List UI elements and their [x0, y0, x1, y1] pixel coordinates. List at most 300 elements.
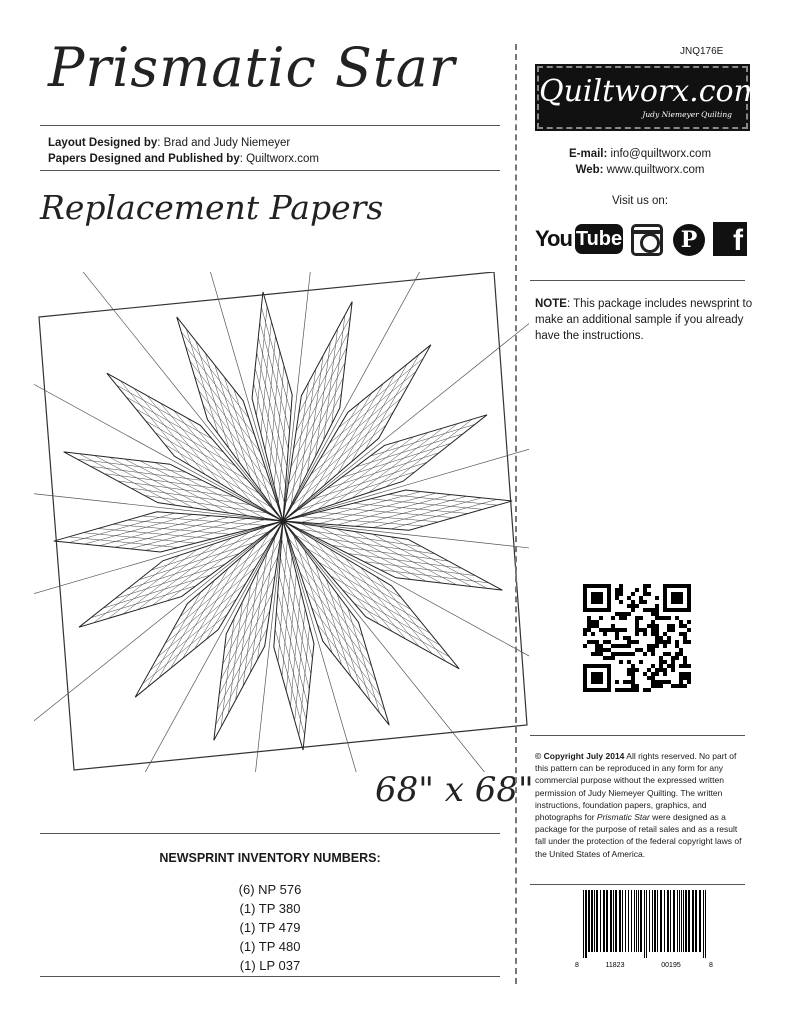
- qr-module: [675, 640, 679, 644]
- qr-module: [675, 644, 679, 648]
- qr-module: [647, 688, 651, 692]
- facebook-icon[interactable]: f: [713, 222, 747, 256]
- qr-module: [611, 656, 615, 660]
- size-divider: [40, 833, 500, 834]
- qr-module: [651, 620, 655, 624]
- inventory-item: (1) LP 037: [239, 958, 301, 973]
- qr-module: [615, 628, 619, 632]
- qr-module: [663, 660, 667, 664]
- qr-module: [639, 648, 643, 652]
- qr-module: [611, 652, 615, 656]
- qr-module: [619, 688, 623, 692]
- qr-module: [627, 688, 631, 692]
- qr-module: [647, 624, 651, 628]
- barcode-bar: [688, 890, 690, 952]
- qr-module: [619, 592, 623, 596]
- barcode-bar: [673, 890, 675, 952]
- qr-module: [683, 624, 687, 628]
- qr-module: [679, 624, 683, 628]
- copyright-italic: Prismatic Star: [596, 812, 650, 823]
- qr-module: [655, 632, 659, 636]
- qr-module: [595, 644, 599, 648]
- youtube-tube-icon[interactable]: Tube: [575, 224, 623, 254]
- barcode-bar: [591, 890, 593, 952]
- qr-module: [623, 688, 627, 692]
- qr-module: [679, 648, 683, 652]
- barcode-bar: [588, 890, 590, 952]
- qr-module: [619, 644, 623, 648]
- qr-module: [671, 684, 675, 688]
- qr-module: [627, 644, 631, 648]
- barcode-bar: [615, 890, 617, 952]
- qr-module: [595, 648, 599, 652]
- qr-module: [631, 668, 635, 672]
- product-code: JNQ176E: [680, 46, 724, 57]
- qr-module: [627, 660, 631, 664]
- qr-module: [615, 632, 619, 636]
- qr-module: [659, 668, 663, 672]
- barcode-bar: [657, 890, 658, 952]
- qr-module: [671, 624, 675, 628]
- qr-module: [659, 640, 663, 644]
- qr-module: [595, 624, 599, 628]
- copyright-text-2: were designed as a package for the purpose of retail sales and as a result fall under the protection of the federal copyright laws of the United States of America.: [535, 812, 742, 859]
- barcode-bar: [622, 890, 623, 952]
- qr-module: [671, 668, 675, 672]
- qr-module: [687, 620, 691, 624]
- package-note: [535, 296, 755, 344]
- logo-sub-text: Judy Niemeyer Quilting: [642, 110, 732, 119]
- qr-module: [643, 588, 647, 592]
- web-line[interactable]: [530, 162, 750, 178]
- qr-module: [619, 584, 623, 588]
- qr-finder-core: [591, 672, 603, 684]
- qr-module: [595, 640, 599, 644]
- qr-module: [599, 628, 603, 632]
- qr-module: [667, 636, 671, 640]
- upc-barcode: [575, 890, 715, 970]
- qr-module: [615, 612, 619, 616]
- qr-module: [631, 680, 635, 684]
- qr-module: [599, 648, 603, 652]
- qr-module: [647, 592, 651, 596]
- qr-module: [647, 608, 651, 612]
- qr-module: [683, 632, 687, 636]
- qr-module: [607, 656, 611, 660]
- qr-module: [679, 632, 683, 636]
- qr-module: [587, 624, 591, 628]
- page-title: Prismatic Star: [48, 36, 456, 99]
- inventory-item: (1) TP 380: [239, 901, 301, 916]
- qr-module: [651, 628, 655, 632]
- qr-module: [655, 680, 659, 684]
- qr-module: [635, 632, 639, 636]
- qr-module: [631, 592, 635, 596]
- barcode-bar: [699, 890, 701, 952]
- barcode-bar: [619, 890, 621, 952]
- qr-module: [687, 680, 691, 684]
- subtitle: Replacement Papers: [40, 188, 384, 227]
- qr-module: [663, 632, 667, 636]
- qr-module: [607, 628, 611, 632]
- bottom-divider: [40, 976, 500, 977]
- qr-module: [635, 588, 639, 592]
- qr-module: [635, 648, 639, 652]
- barcode-bar: [649, 890, 650, 952]
- qr-module: [623, 612, 627, 616]
- qr-module: [687, 664, 691, 668]
- qr-module: [651, 608, 655, 612]
- qr-module: [587, 616, 591, 620]
- papers-credit: [48, 151, 319, 167]
- barcode-bar: [654, 890, 656, 952]
- youtube-icon[interactable]: You: [535, 226, 572, 251]
- barcode-bar: [692, 890, 694, 952]
- qr-module: [619, 600, 623, 604]
- qr-module: [627, 612, 631, 616]
- email-line[interactable]: [530, 146, 750, 162]
- qr-module: [651, 652, 655, 656]
- qr-module: [687, 628, 691, 632]
- qr-module: [679, 620, 683, 624]
- qr-module: [611, 628, 615, 632]
- qr-module: [615, 592, 619, 596]
- quilt-star-diagram: [34, 272, 529, 772]
- qr-module: [595, 652, 599, 656]
- qr-module: [667, 652, 671, 656]
- qr-module: [611, 624, 615, 628]
- qr-module: [627, 636, 631, 640]
- barcode-bar: [705, 890, 706, 958]
- qr-module: [667, 640, 671, 644]
- qr-module: [651, 680, 655, 684]
- qr-module: [631, 604, 635, 608]
- credits: [48, 135, 319, 167]
- qr-module: [607, 640, 611, 644]
- qr-module: [683, 640, 687, 644]
- qr-module: [631, 684, 635, 688]
- qr-module: [659, 636, 663, 640]
- qr-module: [631, 608, 635, 612]
- qr-module: [627, 680, 631, 684]
- qr-module: [603, 656, 607, 660]
- qr-module: [615, 596, 619, 600]
- qr-module: [627, 596, 631, 600]
- barcode-bar: [685, 890, 687, 952]
- qr-module: [663, 668, 667, 672]
- qr-module: [635, 640, 639, 644]
- qr-module: [687, 672, 691, 676]
- qr-module: [655, 628, 659, 632]
- qr-module: [583, 632, 587, 636]
- qr-module: [635, 628, 639, 632]
- qr-module: [663, 616, 667, 620]
- qr-module: [639, 616, 643, 620]
- barcode-bar: [606, 890, 608, 952]
- barcode-bar: [646, 890, 647, 958]
- qr-module: [603, 632, 607, 636]
- qr-module: [627, 604, 631, 608]
- qr-module: [599, 652, 603, 656]
- inventory-heading: NEWSPRINT INVENTORY NUMBERS:: [159, 851, 381, 865]
- qr-module: [651, 684, 655, 688]
- qr-module: [643, 628, 647, 632]
- qr-module: [615, 688, 619, 692]
- qr-module: [647, 644, 651, 648]
- qr-module: [615, 680, 619, 684]
- qr-module: [599, 616, 603, 620]
- qr-module: [687, 640, 691, 644]
- barcode-bar: [667, 890, 669, 952]
- note-text: : This package includes newsprint to make an additional sample if you already have the instructions.: [535, 298, 753, 342]
- qr-module: [679, 664, 683, 668]
- qr-module: [631, 672, 635, 676]
- barcode-bar: [631, 890, 632, 952]
- barcode-bar: [664, 890, 665, 952]
- barcode-bar: [638, 890, 639, 952]
- barcode-bar: [628, 890, 629, 952]
- qr-module: [631, 676, 635, 680]
- qr-module: [683, 684, 687, 688]
- qr-module: [591, 640, 595, 644]
- barcode-bar: [703, 890, 704, 958]
- copyright-notice: [535, 750, 747, 860]
- qr-module: [687, 676, 691, 680]
- barcode-bar: [583, 890, 584, 958]
- barcode-bar: [679, 890, 680, 952]
- qr-finder-core: [671, 592, 683, 604]
- inventory-item: (1) TP 480: [239, 939, 301, 954]
- qr-module: [647, 668, 651, 672]
- barcode-bar: [585, 890, 587, 958]
- qr-module: [611, 644, 615, 648]
- visit-label: Visit us on:: [611, 195, 669, 207]
- qr-module: [679, 684, 683, 688]
- inventory-item: (1) TP 479: [239, 920, 301, 935]
- qr-module: [655, 612, 659, 616]
- qr-module: [671, 664, 675, 668]
- qr-module: [663, 652, 667, 656]
- instagram-icon[interactable]: [631, 224, 663, 256]
- qr-module: [631, 600, 635, 604]
- qr-module: [643, 672, 647, 676]
- quilt-size: 68" x 68": [375, 770, 534, 810]
- qr-module: [619, 660, 623, 664]
- email-label: E-mail:: [568, 148, 608, 160]
- qr-module: [615, 588, 619, 592]
- qr-module: [675, 684, 679, 688]
- qr-module: [667, 624, 671, 628]
- layout-label: Layout Designed by: [48, 137, 158, 149]
- qr-module: [631, 652, 635, 656]
- qr-module: [623, 636, 627, 640]
- qr-module: [591, 632, 595, 636]
- qr-module: [643, 592, 647, 596]
- qr-module: [627, 640, 631, 644]
- qr-module: [587, 620, 591, 624]
- qr-module: [655, 640, 659, 644]
- barcode-bar: [610, 890, 612, 952]
- barcode-bar: [596, 890, 598, 952]
- qr-module: [675, 616, 679, 620]
- qr-module: [655, 604, 659, 608]
- barcode-digits: 8: [709, 962, 713, 969]
- qr-module: [619, 652, 623, 656]
- qr-module: [655, 608, 659, 612]
- qr-module: [679, 652, 683, 656]
- qr-module: [635, 688, 639, 692]
- credits-divider: [40, 170, 500, 171]
- qr-module: [647, 676, 651, 680]
- barcode-bar: [681, 890, 682, 952]
- web-label: Web:: [575, 164, 604, 176]
- qr-module: [627, 668, 631, 672]
- qr-module: [639, 596, 643, 600]
- qr-module: [651, 632, 655, 636]
- barcode-bar: [603, 890, 605, 952]
- qr-module: [615, 636, 619, 640]
- qr-module: [587, 640, 591, 644]
- barcode-bar: [670, 890, 671, 952]
- qr-module: [647, 584, 651, 588]
- qr-module: [651, 672, 655, 676]
- qr-module: [655, 624, 659, 628]
- qr-module: [643, 608, 647, 612]
- qr-module: [643, 632, 647, 636]
- qr-module: [683, 676, 687, 680]
- barcode-digits: 8: [575, 962, 579, 969]
- copyright-label: © Copyright July 2014: [535, 751, 625, 761]
- qr-module: [639, 660, 643, 664]
- qr-module: [643, 600, 647, 604]
- qr-module: [679, 676, 683, 680]
- qr-module: [631, 688, 635, 692]
- qr-module: [655, 668, 659, 672]
- qr-module: [659, 656, 663, 660]
- qr-module: [655, 684, 659, 688]
- qr-module: [663, 672, 667, 676]
- qr-module: [663, 640, 667, 644]
- papers-value: : Quiltworx.com: [239, 153, 319, 165]
- qr-module: [655, 672, 659, 676]
- barcode-bar: [644, 890, 645, 958]
- barcode-bar: [660, 890, 662, 952]
- social-divider: [530, 280, 745, 281]
- qr-module: [611, 616, 615, 620]
- qr-module: [583, 644, 587, 648]
- barcode-bar: [695, 890, 697, 952]
- inventory-list: [40, 880, 500, 975]
- qr-module: [639, 628, 643, 632]
- star-points: [34, 272, 529, 772]
- email-value: info@quiltworx.com: [607, 148, 712, 160]
- inventory-item: (6) NP 576: [238, 882, 302, 897]
- qr-module: [655, 616, 659, 620]
- qr-module: [635, 668, 639, 672]
- qr-module: [667, 616, 671, 620]
- qr-module: [683, 672, 687, 676]
- qr-module: [651, 612, 655, 616]
- qr-module: [583, 628, 587, 632]
- qr-module: [615, 652, 619, 656]
- contact-info: [530, 146, 750, 178]
- qr-module: [659, 680, 663, 684]
- barcode-bar: [640, 890, 642, 952]
- qr-module: [667, 680, 671, 684]
- papers-label: Papers Designed and Published by: [48, 153, 240, 165]
- barcode-bar: [683, 890, 684, 952]
- qr-module: [683, 656, 687, 660]
- column-divider: [515, 44, 517, 984]
- qr-module: [599, 644, 603, 648]
- qr-code[interactable]: [583, 584, 691, 692]
- qr-module: [655, 644, 659, 648]
- qr-module: [671, 656, 675, 660]
- qr-module: [619, 616, 623, 620]
- qr-module: [591, 624, 595, 628]
- qr-module: [627, 672, 631, 676]
- qr-module: [651, 624, 655, 628]
- qr-module: [659, 664, 663, 668]
- logo-main-text: Quiltworx.com: [539, 74, 763, 109]
- qr-module: [615, 644, 619, 648]
- title-divider: [40, 125, 500, 126]
- qr-module: [607, 648, 611, 652]
- qr-module: [631, 640, 635, 644]
- qr-module: [591, 652, 595, 656]
- qr-module: [679, 672, 683, 676]
- qr-module: [639, 600, 643, 604]
- qr-module: [683, 636, 687, 640]
- qr-module: [651, 648, 655, 652]
- qr-module: [587, 628, 591, 632]
- barcode-bar: [600, 890, 601, 952]
- qr-module: [667, 628, 671, 632]
- barcode-bar: [634, 890, 635, 952]
- copyright-text-1: All rights reserved. No part of this pattern can be reproduced in any form for any commercial purpose without the expressed written permission of Judy Niemeyer Quilting. The written instructions, foundation papers, graphics, and photographs for: [535, 751, 737, 823]
- barcode-bar: [636, 890, 637, 952]
- quiltworx-logo[interactable]: [537, 66, 763, 129]
- layout-credit: [48, 135, 319, 151]
- qr-module: [619, 588, 623, 592]
- qr-module: [635, 684, 639, 688]
- qr-module: [671, 628, 675, 632]
- qr-module: [635, 616, 639, 620]
- qr-module: [663, 644, 667, 648]
- qr-module: [635, 604, 639, 608]
- qr-module: [675, 652, 679, 656]
- barcode-bar: [652, 890, 653, 952]
- qr-module: [651, 664, 655, 668]
- qr-module: [651, 676, 655, 680]
- copyright-top-divider: [530, 735, 745, 736]
- qr-module: [667, 664, 671, 668]
- qr-module: [627, 652, 631, 656]
- qr-module: [683, 664, 687, 668]
- qr-module: [659, 684, 663, 688]
- qr-module: [655, 596, 659, 600]
- barcode-digits: 11823: [605, 962, 625, 969]
- barcode-digits: 00195: [661, 962, 681, 969]
- pinterest-icon[interactable]: P: [673, 224, 705, 256]
- web-value: www.quiltworx.com: [603, 164, 705, 176]
- qr-module: [651, 644, 655, 648]
- qr-module: [675, 656, 679, 660]
- barcode-bar: [613, 890, 614, 952]
- copyright-bottom-divider: [530, 884, 745, 885]
- qr-module: [643, 652, 647, 656]
- barcode-bar: [625, 890, 626, 952]
